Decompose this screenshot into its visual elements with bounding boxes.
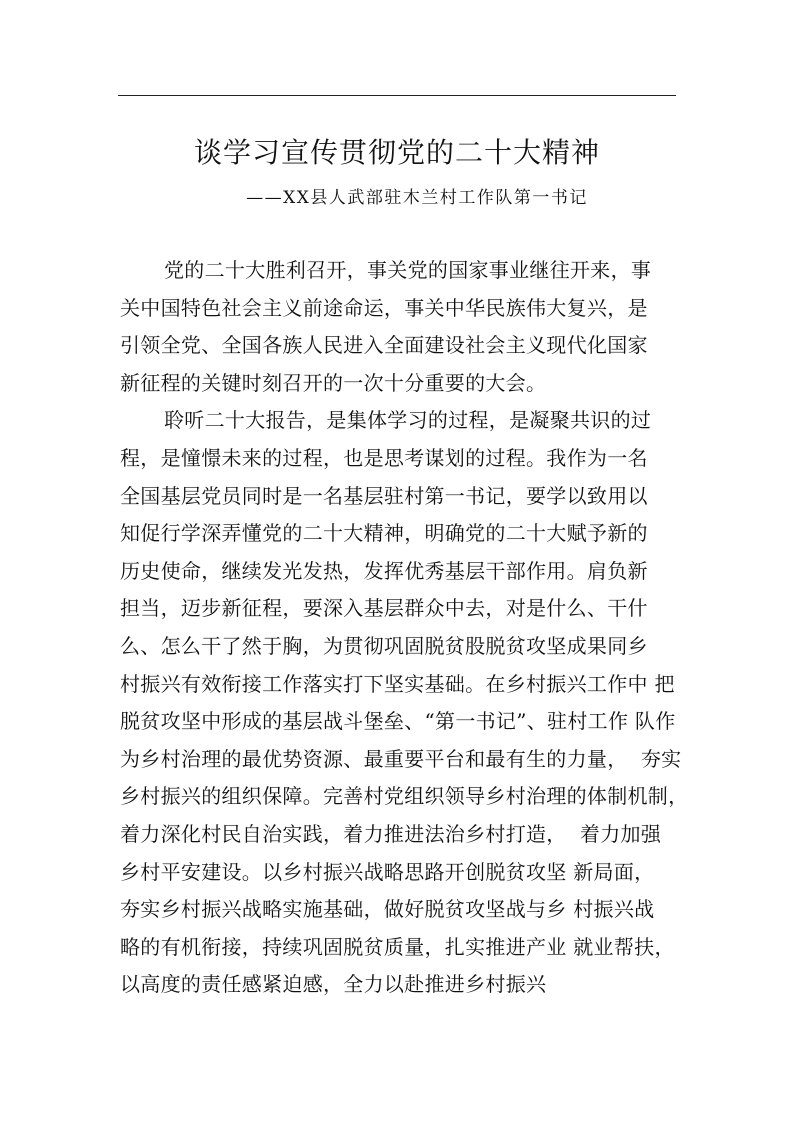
paragraph-line: 夯实乡村振兴战略实施基础，做好脱贫攻坚战与乡 村振兴战 <box>120 897 655 922</box>
paragraph-line: 担当，迈步新征程，要深入基层群众中去，对是什么、干什 <box>120 596 648 621</box>
paragraph-line: 为乡村治理的最优势资源、最重要平台和最有生的力量， 夯实 <box>120 746 682 771</box>
paragraph-line: 乡村平安建设。以乡村振兴战略思路开创脱贫攻坚 新局面， <box>120 859 655 884</box>
paragraph-line: 脱贫攻坚中形成的基层战斗堡垒、“第一书记”、驻村工作 队作 <box>120 709 676 734</box>
paragraph-line: 历史使命，继续发光发热，发挥优秀基层干部作用。肩负新 <box>120 558 648 583</box>
paragraph-line: 程，是憧憬未来的过程，也是思考谋划的过程。我作为一名 <box>120 445 648 470</box>
page-subtitle: ——XX县人武部驻木兰村工作队第一书记 <box>246 188 588 208</box>
paragraph-line: 引领全党、全国各族人民进入全面建设社会主义现代化国家 <box>120 333 648 358</box>
paragraph-line: 着力深化村民自治实践，着力推进法治乡村打造， 着力加强 <box>120 821 662 846</box>
body-text <box>120 252 720 1004</box>
paragraph-line: 聆听二十大报告，是集体学习的过程，是凝聚共识的过 <box>164 408 652 433</box>
paragraph-line: 党的二十大胜利召开，事关党的国家事业继往开来，事 <box>164 258 652 282</box>
paragraph-line: 乡村振兴的组织保障。完善村党组织领导乡村治理的体制机制， <box>120 784 689 809</box>
paragraph-line: 知促行学深弄懂党的二十大精神，明确党的二十大赋予新的 <box>120 521 648 546</box>
paragraph-line: 关中国特色社会主义前途命运，事关中华民族伟大复兴，是 <box>120 295 648 320</box>
paragraph-line: 全国基层党员同时是一名基层驻村第一书记，要学以致用以 <box>120 483 648 508</box>
paragraph-line: 以高度的责任感紧迫感，全力以赴推进乡村振兴 <box>120 972 547 997</box>
paragraph-line: 略的有机衔接，持续巩固脱贫质量，扎实推进产业 就业帮扶， <box>120 934 675 959</box>
paragraph-line: 新征程的关键时刻召开的一次十分重要的大会。 <box>120 370 547 395</box>
page-title: 谈学习宣传贯彻党的二十大精神 <box>193 136 600 169</box>
paragraph-line: 么、怎么干了然于胸，为贯彻巩固脱贫股脱贫攻坚成果同乡 <box>120 633 648 658</box>
header-rule <box>118 95 676 96</box>
paragraph-line: 村振兴有效衔接工作落实打下坚实基础。在乡村振兴工作中 把 <box>120 671 675 696</box>
